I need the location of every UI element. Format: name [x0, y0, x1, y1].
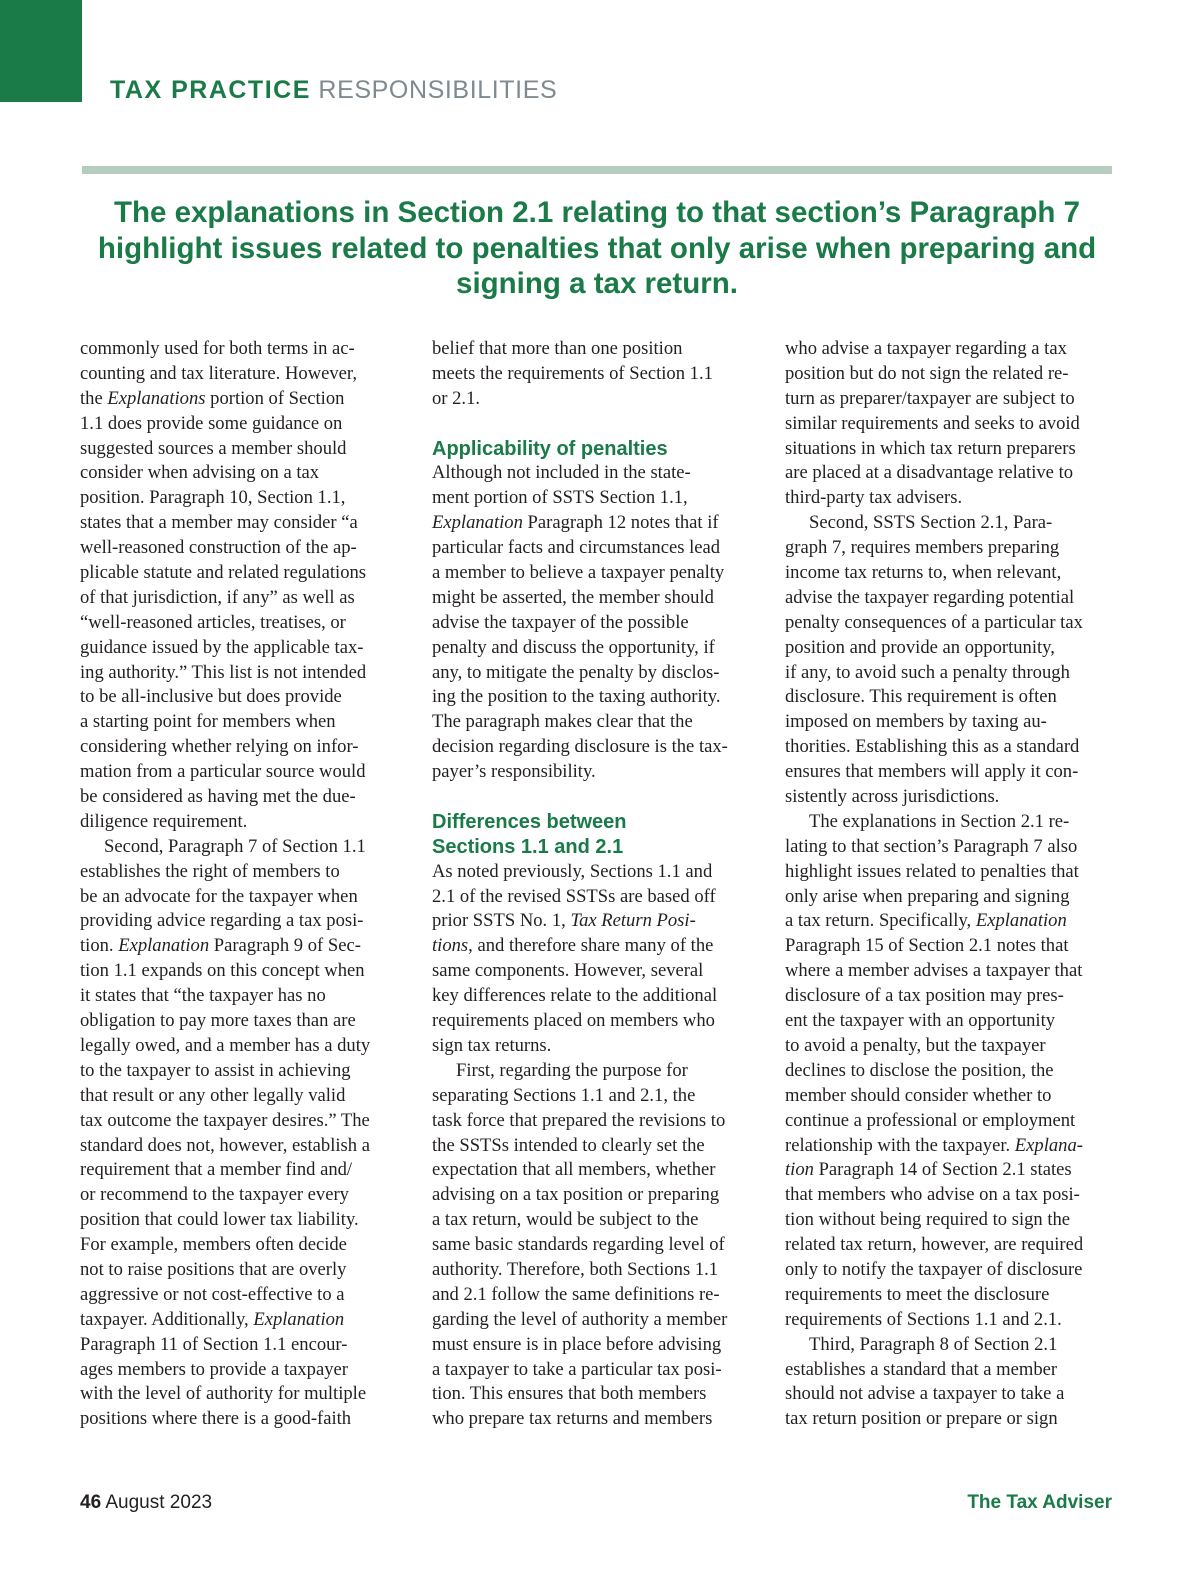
- text-line: thorities. Establishing this as a standard: [785, 736, 1080, 758]
- text-line: The explanations in Section 2.1 re-: [809, 810, 1070, 832]
- text-line: continue a professional or employment: [785, 1109, 1076, 1131]
- text-line: who advise a taxpayer regarding a tax: [785, 338, 1067, 359]
- text-line: sistently across jurisdictions.: [785, 786, 1000, 808]
- text-line: key differences relate to the additional: [432, 985, 718, 1007]
- text-line: that result or any other legally valid: [80, 1084, 346, 1106]
- text-line: to avoid a penalty, but the taxpayer: [785, 1034, 1046, 1056]
- text-line: position but do not sign the related re-: [785, 362, 1069, 384]
- text-line: 1.1 does provide some guidance on: [80, 412, 343, 434]
- text-line: sign tax returns.: [432, 1034, 552, 1056]
- text-line: tax outcome the taxpayer desires.” The: [80, 1109, 370, 1131]
- text-line: providing advice regarding a tax posi-: [80, 910, 364, 932]
- text-line: might be asserted, the member should: [432, 586, 714, 608]
- text-line: Second, Paragraph 7 of Section 1.1: [104, 835, 366, 857]
- text-line: third-party tax advisers.: [785, 487, 963, 509]
- text-line: tax return position or prepare or sign: [785, 1408, 1058, 1430]
- text-line: to be all-inclusive but does provide: [80, 686, 342, 708]
- text-line: Paragraph 11 of Section 1.1 encour-: [80, 1333, 348, 1355]
- section-header-light: RESPONSIBILITIES: [318, 76, 558, 104]
- text-line: be an advocate for the taxpayer when: [80, 885, 358, 907]
- text-line: [80, 934, 406, 959]
- text-line: Paragraph 15 of Section 2.1 notes that: [785, 935, 1069, 957]
- pull-quote-line: The explanations in Section 2.1 relating to that section’s Paragraph 7: [113, 196, 1081, 229]
- text-line: states that a member may consider “a: [80, 512, 358, 534]
- subheading: Applicability of penalties: [432, 437, 668, 460]
- text-line: disclosure of a tax position may pres-: [785, 985, 1064, 1007]
- text-run: a tax return. Specifically,: [785, 910, 976, 932]
- text-line: only to notify the taxpayer of disclosure: [785, 1258, 1083, 1280]
- italic-text: tions: [432, 935, 469, 957]
- text-line: legally owed, and a member has a duty: [80, 1034, 371, 1056]
- text-line: a taxpayer to take a particular tax posi-: [432, 1358, 722, 1380]
- text-line: [432, 934, 758, 959]
- text-run: Paragraph 9 of Sec-: [209, 935, 361, 957]
- text-run: prior SSTS No. 1,: [432, 910, 571, 932]
- text-line: of that jurisdiction, if any” as well as: [80, 586, 355, 608]
- paragraph-gap: [432, 785, 758, 810]
- italic-text: Explanation: [253, 1308, 345, 1330]
- text-line: tion without being required to sign the: [785, 1209, 1071, 1231]
- text-line: aggressive or not cost-effective to a: [80, 1283, 345, 1305]
- text-line: related tax return, however, are required: [785, 1234, 1084, 1256]
- text-line: ing the position to the taxing authority.: [432, 686, 721, 708]
- text-line: only arise when preparing and signing: [785, 885, 1070, 907]
- text-line: commonly used for both terms in ac-: [80, 338, 355, 359]
- text-line: particular facts and circumstances lead: [432, 537, 721, 559]
- italic-text: Explanations: [107, 387, 206, 409]
- text-run: Paragraph 12 notes that if: [522, 512, 719, 534]
- text-run: , and therefore share many of the: [468, 935, 714, 957]
- text-line: the SSTSs intended to clearly set the: [432, 1134, 705, 1156]
- text-line: [432, 511, 758, 536]
- text-line: imposed on members by taxing au-: [785, 711, 1047, 733]
- text-line: same components. However, several: [432, 960, 704, 982]
- text-line: situations in which tax return preparers: [785, 437, 1076, 459]
- text-line: who prepare tax returns and members: [432, 1408, 713, 1430]
- text-line: guidance issued by the applicable tax-: [80, 636, 364, 658]
- text-run: taxpayer. Additionally,: [80, 1308, 254, 1330]
- text-line: positions where there is a good-faith: [80, 1408, 352, 1430]
- text-line: be considered as having met the due-: [80, 786, 356, 808]
- text-run: Paragraph 14 of Section 2.1 states: [813, 1159, 1072, 1181]
- text-line: mation from a particular source would: [80, 761, 366, 783]
- text-line: must ensure is in place before advising: [432, 1333, 722, 1355]
- text-line: Second, SSTS Section 2.1, Para-: [809, 512, 1053, 534]
- text-line: counting and tax literature. However,: [80, 362, 358, 384]
- text-line: requirements to meet the disclosure: [785, 1283, 1050, 1305]
- subheading: Differences between: [432, 810, 627, 833]
- text-line: advise the taxpayer of the possible: [432, 611, 689, 633]
- text-line: The paragraph makes clear that the: [432, 711, 693, 733]
- text-line: requirement that a member find and/: [80, 1159, 353, 1181]
- text-line: a tax return, would be subject to the: [432, 1209, 699, 1231]
- text-line: requirements of Sections 1.1 and 2.1.: [785, 1308, 1062, 1330]
- text-line: establishes a standard that a member: [785, 1358, 1058, 1380]
- text-run: relationship with the taxpayer.: [785, 1134, 1015, 1156]
- text-line: Third, Paragraph 8 of Section 2.1: [809, 1333, 1058, 1355]
- article-column-2: [432, 337, 758, 1432]
- text-line: well-reasoned construction of the ap-: [80, 537, 357, 559]
- corner-color-block: [0, 0, 82, 102]
- text-line: a starting point for members when: [80, 711, 336, 733]
- article-column-1: [80, 337, 406, 1432]
- text-line: penalty consequences of a particular tax: [785, 611, 1083, 633]
- text-line: not to raise positions that are overly: [80, 1258, 347, 1280]
- text-line: penalty and discuss the opportunity, if: [432, 636, 715, 658]
- text-line: [80, 387, 406, 412]
- issue-date: August 2023: [105, 1492, 213, 1513]
- text-line: [785, 909, 1113, 934]
- page-number: 46: [80, 1492, 102, 1513]
- text-line: consider when advising on a tax: [80, 462, 320, 484]
- text-line: 2.1 of the revised SSTSs are based off: [432, 885, 716, 907]
- text-line: where a member advises a taxpayer that: [785, 960, 1083, 982]
- text-run: portion of Section: [205, 387, 345, 409]
- text-line: income tax returns to, when relevant,: [785, 562, 1062, 584]
- text-line: [432, 909, 758, 934]
- text-line: if any, to avoid such a penalty through: [785, 661, 1070, 683]
- text-line: ensures that members will apply it con-: [785, 761, 1079, 783]
- text-line: As noted previously, Sections 1.1 and: [432, 860, 713, 882]
- text-line: highlight issues related to penalties that: [785, 860, 1079, 882]
- text-line: task force that prepared the revisions to: [432, 1109, 726, 1131]
- text-line: authority. Therefore, both Sections 1.1: [432, 1258, 719, 1280]
- section-header-strong: TAX PRACTICE: [110, 76, 311, 104]
- text-line: considering whether relying on infor-: [80, 736, 359, 758]
- pull-quote: [82, 195, 1112, 302]
- italic-text: tion: [785, 1159, 814, 1181]
- text-line: “well-reasoned articles, treatises, or: [80, 611, 346, 633]
- text-line: Although not included in the state-: [432, 462, 691, 484]
- text-line: are placed at a disadvantage relative to: [785, 462, 1074, 484]
- text-line: [785, 1134, 1113, 1159]
- subheading: Sections 1.1 and 2.1: [432, 835, 624, 858]
- text-line: member should consider whether to: [785, 1084, 1052, 1106]
- text-line: establishes the right of members to: [80, 860, 340, 882]
- page-footer-left: [80, 1492, 212, 1514]
- italic-text: Explanation: [432, 512, 523, 534]
- text-line: position and provide an opportunity,: [785, 636, 1055, 658]
- text-line: lating to that section’s Paragraph 7 also: [785, 835, 1078, 857]
- text-line: tion 1.1 expands on this concept when: [80, 960, 365, 982]
- pull-quote-line: signing a tax return.: [456, 267, 738, 300]
- text-line: tion. This ensures that both members: [432, 1383, 707, 1405]
- text-line: expectation that all members, whether: [432, 1159, 716, 1181]
- text-run: the: [80, 387, 108, 409]
- text-line: or 2.1.: [432, 387, 481, 409]
- text-line: meets the requirements of Section 1.1: [432, 362, 713, 384]
- text-line: advise the taxpayer regarding potential: [785, 586, 1075, 608]
- text-line: with the level of authority for multiple: [80, 1383, 367, 1405]
- text-line: same basic standards regarding level of: [432, 1234, 725, 1256]
- text-line: to the taxpayer to assist in achieving: [80, 1059, 351, 1081]
- text-line: diligence requirement.: [80, 810, 248, 832]
- text-line: graph 7, requires members preparing: [785, 537, 1060, 559]
- pull-quote-line: highlight issues related to penalties that only arise when preparing and: [97, 231, 1097, 265]
- text-line: garding the level of authority a member: [432, 1308, 728, 1330]
- italic-text: Tax Return Posi-: [570, 910, 696, 932]
- text-line: ment portion of SSTS Section 1.1,: [432, 487, 688, 509]
- text-run: tion.: [80, 935, 119, 957]
- text-line: suggested sources a member should: [80, 437, 347, 459]
- text-line: it states that “the taxpayer has no: [80, 985, 326, 1007]
- text-line: position. Paragraph 10, Section 1.1,: [80, 487, 346, 509]
- text-line: position that could lower tax liability.: [80, 1209, 359, 1231]
- text-line: should not advise a taxpayer to take a: [785, 1383, 1065, 1405]
- text-line: payer’s responsibility.: [432, 761, 596, 783]
- text-line: requirements placed on members who: [432, 1010, 715, 1032]
- text-line: separating Sections 1.1 and 2.1, the: [432, 1084, 696, 1106]
- text-line: ages members to provide a taxpayer: [80, 1358, 348, 1380]
- text-line: turn as preparer/taxpayer are subject to: [785, 387, 1075, 409]
- text-line: advising on a tax position or preparing: [432, 1184, 720, 1206]
- text-line: or recommend to the taxpayer every: [80, 1184, 349, 1206]
- text-line: any, to mitigate the penalty by disclos-: [432, 661, 720, 683]
- text-line: First, regarding the purpose for: [456, 1059, 688, 1081]
- italic-text: Explanation: [118, 935, 210, 957]
- text-line: that members who advise on a tax posi-: [785, 1184, 1080, 1206]
- publication-name: The Tax Adviser: [967, 1492, 1112, 1513]
- text-line: and 2.1 follow the same definitions re-: [432, 1283, 720, 1305]
- text-line: declines to disclose the position, the: [785, 1059, 1054, 1081]
- section-header: [110, 76, 557, 105]
- text-line: standard does not, however, establish a: [80, 1134, 370, 1156]
- text-line: disclosure. This requirement is often: [785, 686, 1057, 708]
- text-line: ent the taxpayer with an opportunity: [785, 1010, 1056, 1032]
- italic-text: Explana-: [1014, 1134, 1083, 1156]
- text-line: belief that more than one position: [432, 338, 683, 359]
- text-line: [785, 1158, 1113, 1183]
- paragraph-gap: [432, 412, 758, 437]
- text-line: For example, members often decide: [80, 1234, 347, 1256]
- text-line: similar requirements and seeks to avoid: [785, 412, 1080, 434]
- text-line: plicable statute and related regulations: [80, 562, 367, 584]
- text-line: a member to believe a taxpayer penalty: [432, 562, 725, 584]
- text-line: ing authority.” This list is not intended: [80, 661, 367, 683]
- italic-text: Explanation: [975, 910, 1067, 932]
- divider-rule: [82, 166, 1112, 174]
- text-line: decision regarding disclosure is the tax-: [432, 736, 728, 758]
- text-line: [80, 1308, 406, 1333]
- text-line: obligation to pay more taxes than are: [80, 1010, 356, 1032]
- article-column-3: [785, 337, 1113, 1432]
